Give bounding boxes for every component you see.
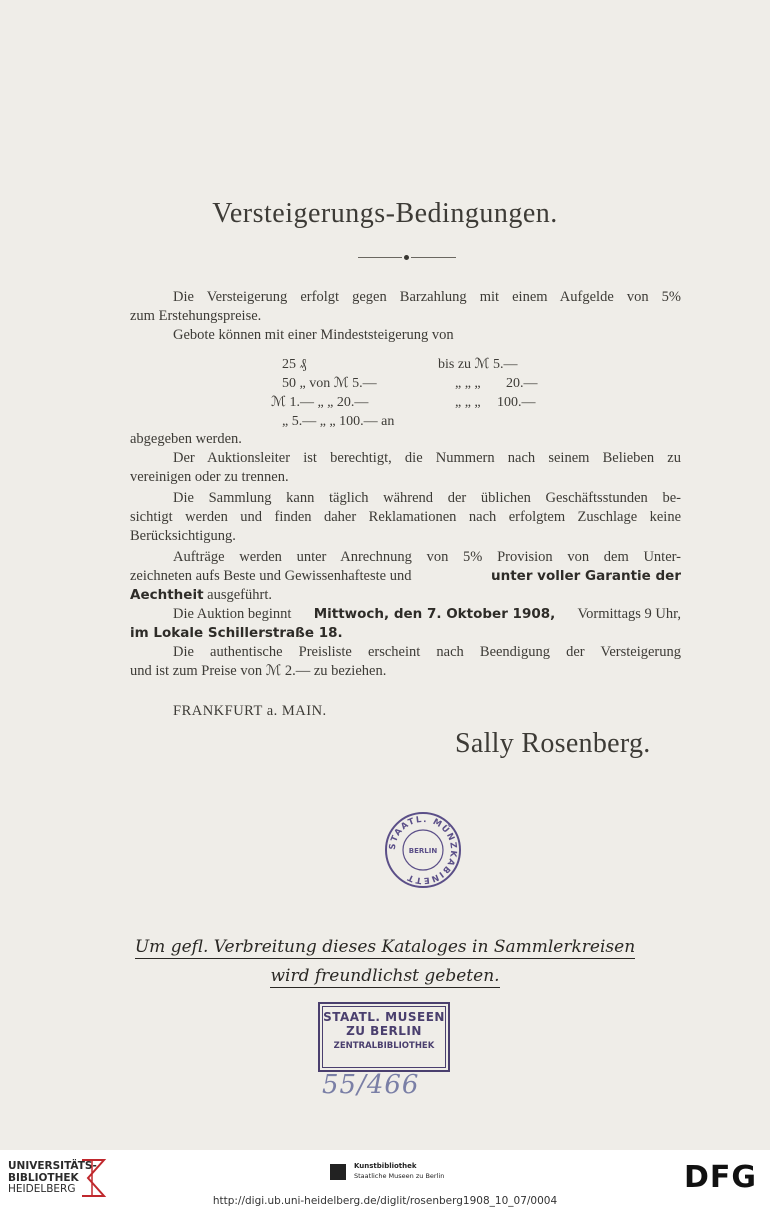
para6-line3 bbox=[130, 586, 272, 605]
para1-line2: zum Erstehungspreise. bbox=[130, 308, 262, 324]
round-stamp-inner-text: BERLIN bbox=[408, 847, 438, 855]
para6-line2-bold: unter voller Garantie der bbox=[490, 568, 681, 584]
para7-line2: im Lokale Schillerstraße 18. bbox=[130, 625, 343, 641]
kunstbibliothek-square-icon bbox=[330, 1164, 346, 1180]
table-row-4-col1: „ 5.— „ „ 100.— an bbox=[282, 414, 395, 429]
ub-line3: HEIDELBERG bbox=[8, 1183, 76, 1195]
permalink-url[interactable]: http://digi.ub.uni-heidelberg.de/diglit/rosenberg1908_10_07/0004 bbox=[212, 1195, 558, 1207]
page-title: Versteigerungs-Bedingungen. bbox=[212, 198, 558, 229]
notice-line2: wird freundlichst gebeten. bbox=[270, 966, 500, 986]
kb-line2: Staatliche Museen zu Berlin bbox=[354, 1172, 445, 1180]
para6-line1: Aufträge werden unter Anrechnung von 5% Provision von dem Unter- bbox=[173, 549, 681, 565]
ub-line1: UNIVERSITÄTS- bbox=[8, 1160, 97, 1172]
para7-line1-c: Vormittags 9 Uhr, bbox=[577, 606, 681, 622]
library-stamp-line2: ZU BERLIN bbox=[346, 1024, 422, 1038]
library-stamp-line1: STAATL. MUSEEN bbox=[323, 1010, 445, 1024]
round-stamp-icon bbox=[383, 810, 463, 890]
place-line: FRANKFURT a. MAIN. bbox=[173, 703, 327, 719]
para4-line1: Der Auktionsleiter ist berechtigt, die Nummern nach seinem Belieben zu bbox=[173, 450, 681, 466]
para2: Gebote können mit einer Mindeststeigerung von bbox=[173, 327, 454, 343]
round-stamp-outer-text: STAATL. MÜNZKABINETT bbox=[387, 814, 459, 886]
para8-line2: und ist zum Preise von ℳ 2.— zu beziehen. bbox=[130, 663, 387, 679]
dfg-logo[interactable]: DFG bbox=[684, 1160, 758, 1195]
shelfmark: 55/466 bbox=[322, 1070, 420, 1100]
table-row-3-col3: 100.— bbox=[497, 395, 536, 410]
table-row-2-col1: 50 „ von ℳ 5.— bbox=[282, 376, 377, 391]
table-row-2-col3: 20.— bbox=[506, 376, 538, 391]
table-row-1-col1: 25 ₰ bbox=[282, 357, 307, 372]
table-row-1-col3: bis zu ℳ 5.— bbox=[438, 357, 518, 372]
ub-heidelberg-mark-icon bbox=[76, 1158, 108, 1198]
para1-line1: Die Versteigerung erfolgt gegen Barzahlung mit einem Aufgelde von 5% bbox=[173, 289, 681, 305]
table-row-3-col2: „ „ „ bbox=[455, 395, 481, 410]
para4-line2: vereinigen oder zu trennen. bbox=[130, 469, 289, 485]
para8-line1: Die authentische Preisliste erscheint nach Beendigung der Versteigerung bbox=[173, 644, 681, 660]
para6-line2 bbox=[130, 567, 681, 586]
para6-line3-regular: ausgeführt. bbox=[203, 587, 272, 603]
ub-line2: BIBLIOTHEK bbox=[8, 1171, 79, 1184]
title-ornament bbox=[358, 255, 456, 259]
para6-line2-regular: zeichneten aufs Beste und Gewissenhafteste und bbox=[130, 568, 412, 584]
notice-line1: Um gefl. Verbreitung dieses Kataloges in Sammlerkreisen bbox=[134, 937, 636, 957]
table-row-3-col1: ℳ 1.— „ „ 20.— bbox=[271, 395, 369, 410]
para3: abgegeben werden. bbox=[130, 431, 242, 447]
para7-line1 bbox=[173, 605, 681, 624]
footer-bar bbox=[0, 1150, 770, 1210]
para5-line1: Die Sammlung kann täglich während der üblichen Geschäftsstunden be- bbox=[173, 490, 681, 506]
para5-line2: sichtigt werden und finden daher Reklamationen nach erfolgtem Zuschlage keine bbox=[130, 509, 681, 525]
signature: Sally Rosenberg. bbox=[455, 728, 651, 759]
library-stamp bbox=[318, 1002, 450, 1072]
para7-line1-a: Die Auktion beginnt bbox=[173, 606, 292, 622]
kb-line1: Kunstbibliothek bbox=[354, 1162, 417, 1170]
para5-line3: Berücksichtigung. bbox=[130, 528, 236, 544]
para7-line1-date: Mittwoch, den 7. Oktober 1908, bbox=[313, 606, 556, 622]
para6-line3-bold: Aechtheit bbox=[130, 587, 204, 603]
library-stamp-line3: ZENTRALBIBLIOTHEK bbox=[333, 1041, 435, 1051]
table-row-2-col2: „ „ „ bbox=[455, 376, 481, 391]
